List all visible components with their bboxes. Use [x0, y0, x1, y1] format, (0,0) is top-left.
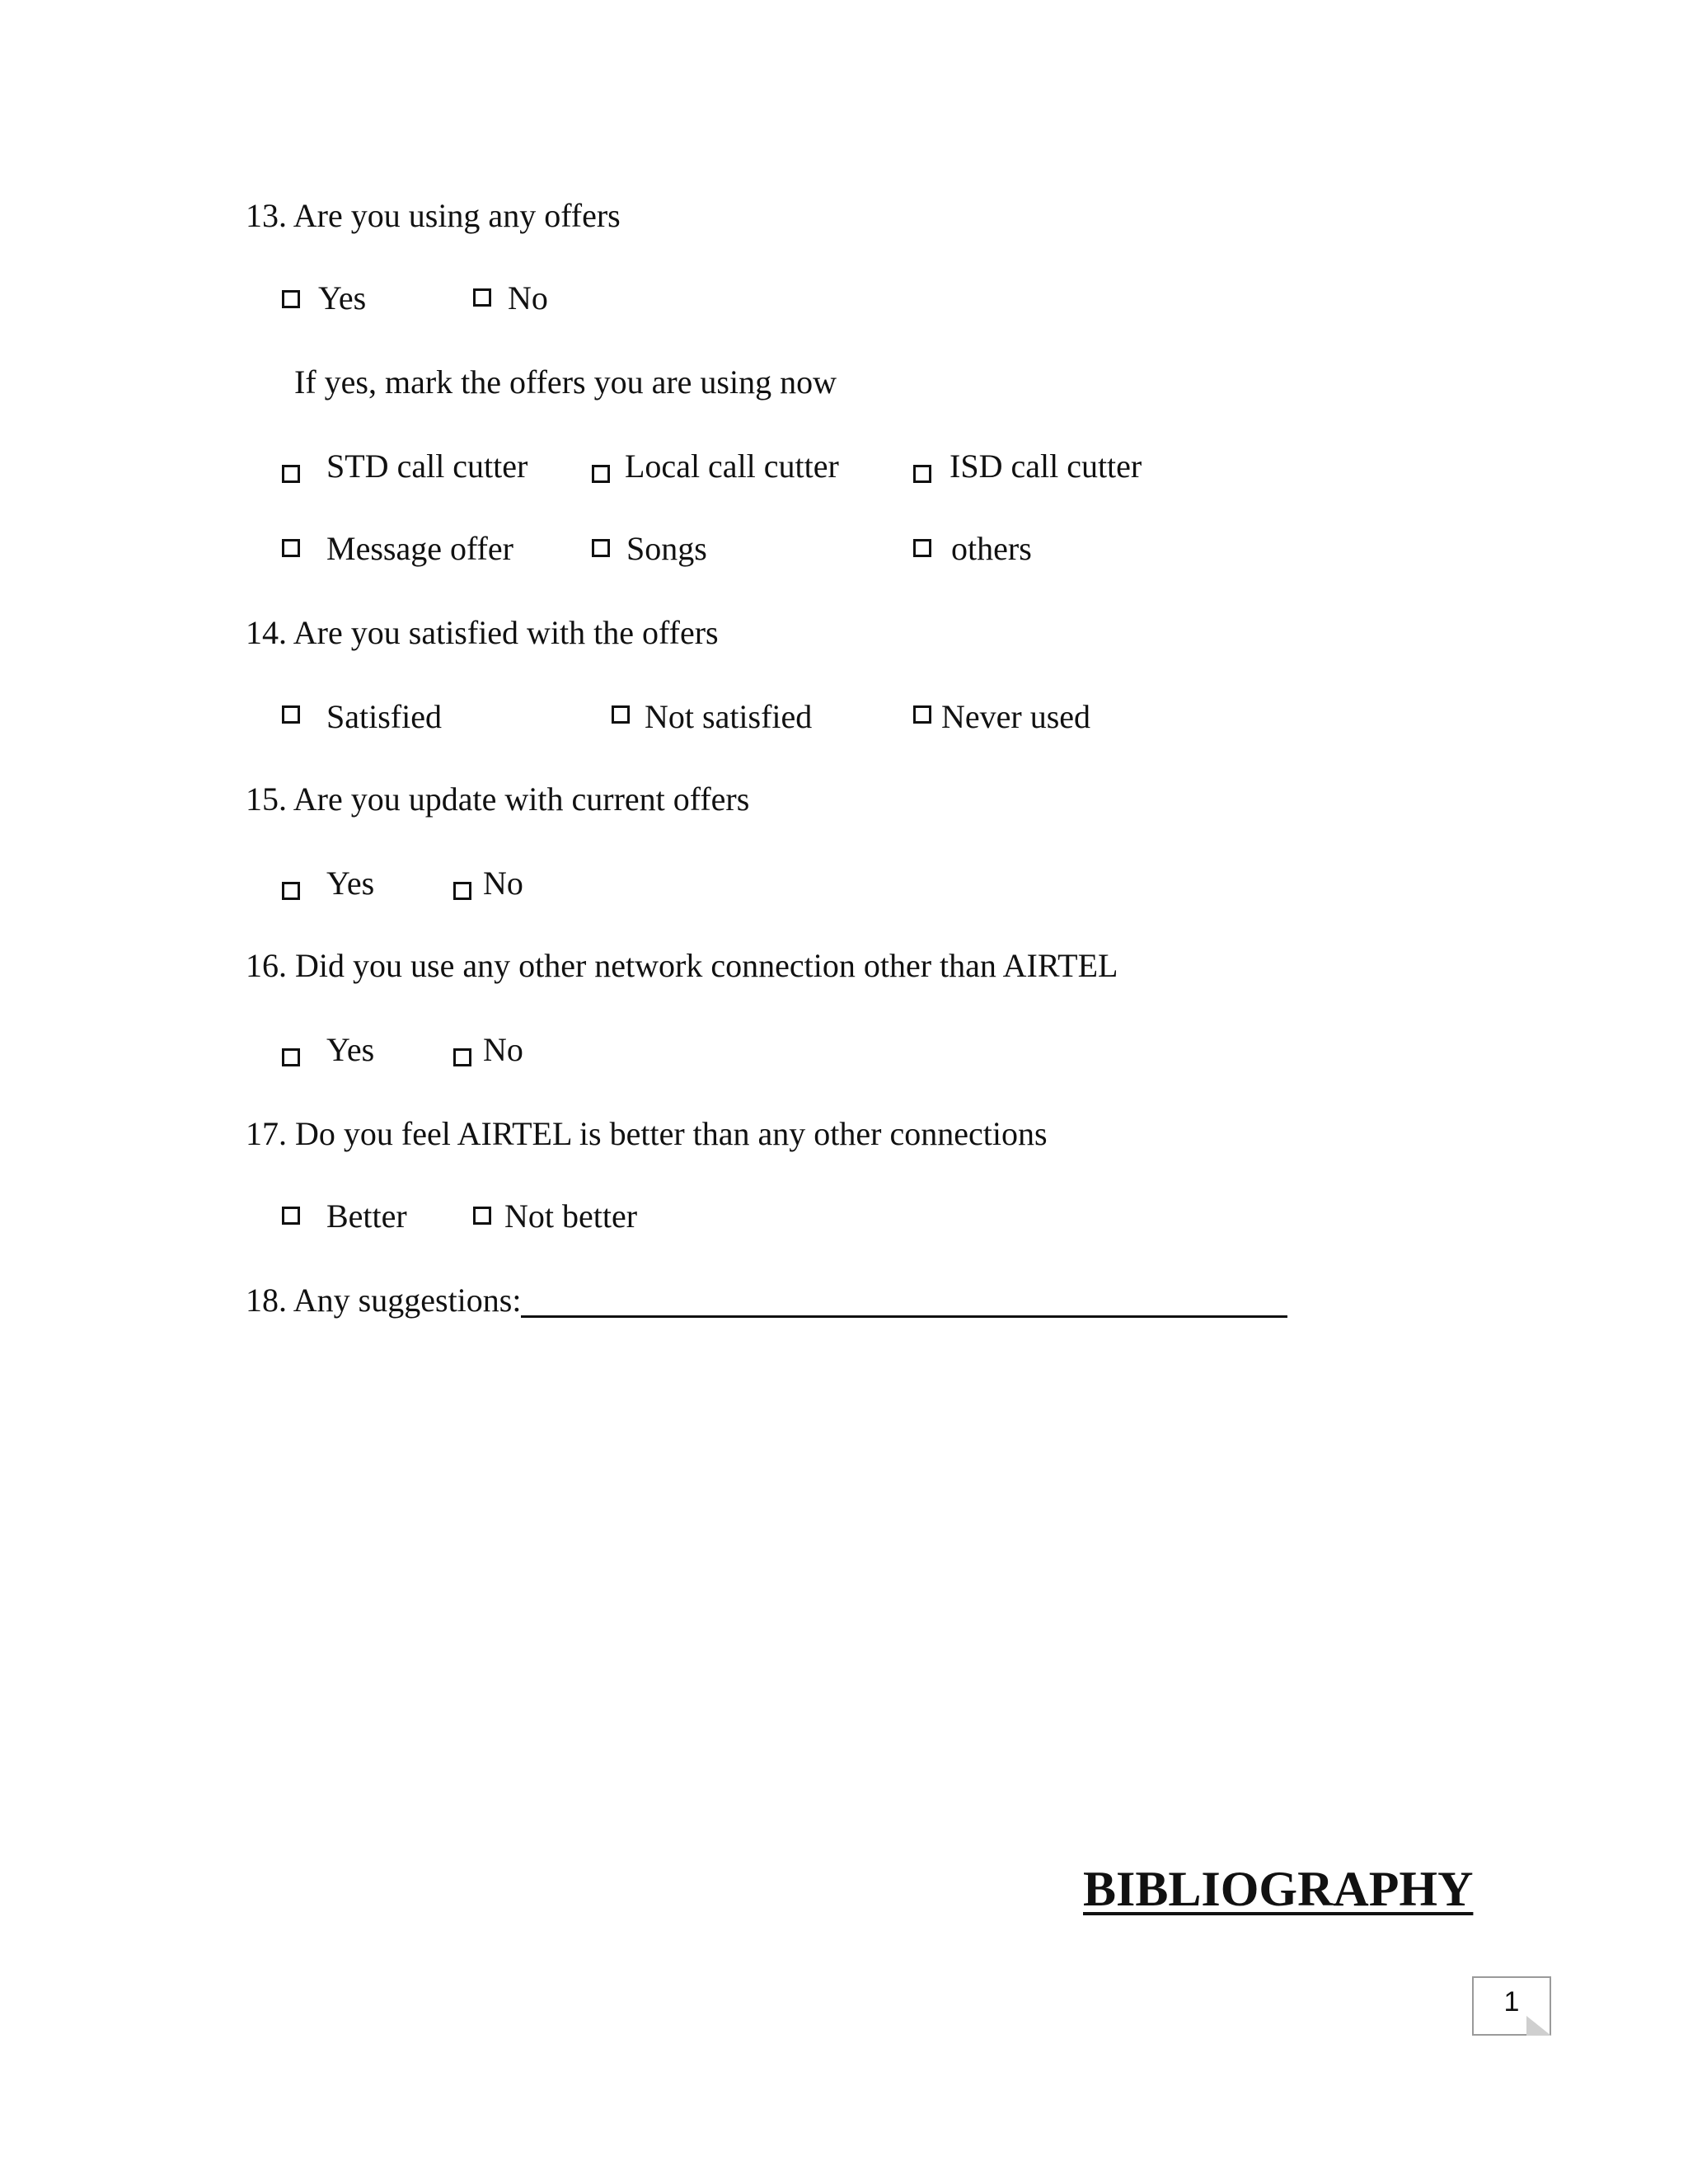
q15-no-label: No — [483, 865, 523, 902]
q17-better-label: Better — [326, 1197, 407, 1235]
question-15: 15. Are you update with current offers — [246, 780, 750, 818]
q16-yes-checkbox[interactable] — [282, 1048, 300, 1066]
q13-followup: If yes, mark the offers you are using now — [294, 363, 837, 401]
suggestions-input-line[interactable] — [521, 1315, 1287, 1318]
q16-yes-label: Yes — [326, 1031, 375, 1068]
page-number: 1 — [1503, 1986, 1520, 2018]
page-curl-icon — [1526, 2016, 1551, 2036]
q17-not-better-checkbox[interactable] — [473, 1207, 491, 1225]
offer-local-checkbox[interactable] — [592, 465, 610, 483]
offer-songs-checkbox[interactable] — [592, 539, 610, 557]
q14-satisfied-label: Satisfied — [326, 698, 442, 735]
offer-isd-checkbox[interactable] — [913, 465, 931, 483]
offer-local-label: Local call cutter — [625, 448, 839, 485]
offer-message-label: Message offer — [326, 530, 513, 567]
q13-no-checkbox[interactable] — [473, 288, 491, 307]
bibliography-heading: BIBLIOGRAPHY — [1083, 1862, 1474, 1916]
offer-songs-label: Songs — [626, 530, 707, 567]
q13-yes-checkbox[interactable] — [282, 290, 300, 308]
offer-std-checkbox[interactable] — [282, 465, 300, 483]
offer-message-checkbox[interactable] — [282, 539, 300, 557]
offer-others-label: others — [951, 530, 1032, 567]
q16-no-checkbox[interactable] — [453, 1048, 471, 1066]
q14-not-satisfied-label: Not satisfied — [645, 698, 813, 735]
q15-yes-label: Yes — [326, 865, 375, 902]
question-16: 16. Did you use any other network connection other than AIRTEL — [246, 947, 1118, 984]
question-13: 13. Are you using any offers — [246, 197, 621, 234]
q14-satisfied-checkbox[interactable] — [282, 705, 300, 724]
q16-no-label: No — [483, 1031, 523, 1068]
offer-isd-label: ISD call cutter — [950, 448, 1142, 485]
q14-never-used-label: Never used — [941, 698, 1091, 735]
q15-no-checkbox[interactable] — [453, 882, 471, 900]
q14-never-used-checkbox[interactable] — [913, 705, 931, 724]
q17-better-checkbox[interactable] — [282, 1207, 300, 1225]
question-14: 14. Are you satisfied with the offers — [246, 614, 719, 651]
page-number-box — [1472, 1976, 1551, 2036]
question-18: 18. Any suggestions: — [246, 1282, 522, 1319]
q14-not-satisfied-checkbox[interactable] — [612, 705, 630, 724]
offer-std-label: STD call cutter — [326, 448, 528, 485]
q15-yes-checkbox[interactable] — [282, 882, 300, 900]
question-17: 17. Do you feel AIRTEL is better than any other connections — [246, 1115, 1048, 1152]
offer-others-checkbox[interactable] — [913, 539, 931, 557]
q13-no-label: No — [508, 279, 548, 316]
q17-not-better-label: Not better — [504, 1197, 638, 1235]
q13-yes-label: Yes — [318, 279, 367, 316]
